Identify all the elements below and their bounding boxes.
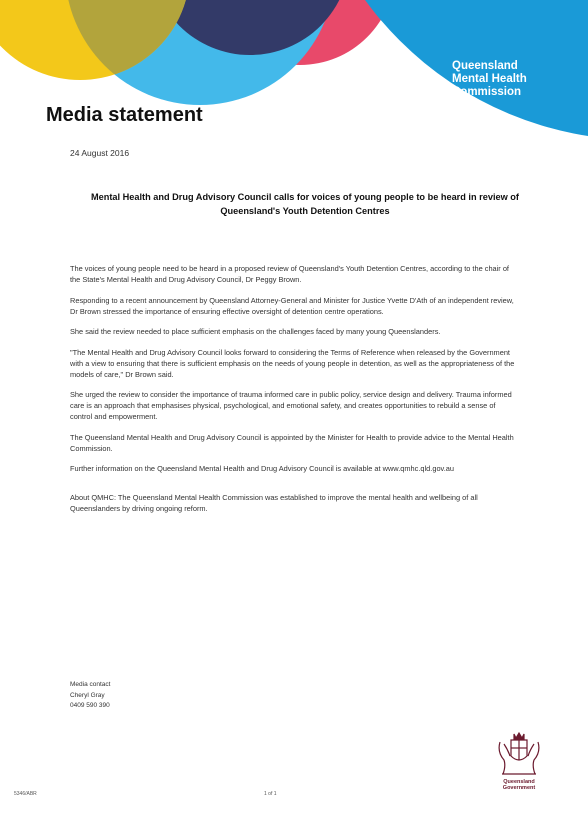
paragraph: The voices of young people need to be heard in a proposed review of Queensland's Youth Detention Centres, according to the chair of the State's Mental Health and Drug Advisory Council, Dr Peggy Brown. — [70, 264, 509, 284]
about-paragraph: About QMHC: The Queensland Mental Health Commission was established to improve the mental health and wellbeing of all Queenslanders by driving ongoing reform. — [70, 493, 478, 513]
paragraph: She said the review needed to place sufficient emphasis on the challenges faced by many young Queenslanders. — [70, 327, 441, 336]
paragraph: Responding to a recent announcement by Queensland Attorney-General and Minister for Justice Yvette D'Ath of an independent review, Dr Brown stressed the importance of ensuring effective oversight of detention centre operations. — [70, 295, 514, 316]
headline: Mental Health and Drug Advisory Council calls for voices of young people to be heard in review of Queensland's Youth Detention Centres — [91, 192, 519, 216]
page-title: Media statement — [46, 104, 203, 126]
paragraph: Further information on the Queensland Mental Health and Drug Advisory Council is available at www.qmhc.qld.gov.au — [70, 464, 454, 473]
gov-line2: Government — [502, 785, 536, 791]
contact-name: Cheryl Gray — [70, 691, 105, 699]
queensland-crest-icon — [494, 730, 544, 780]
contact-label: Media contact — [70, 681, 111, 688]
paragraph: "The Mental Health and Drug Advisory Council looks forward to considering the Terms of Reference when released by the Government with a view to ensuring that there is sufficient emphasis on the needs of young people in detention, as well as the appropriateness of the models of care," Dr Brown said. — [70, 347, 515, 379]
org-name-line3: Commission — [452, 86, 522, 98]
government-logo-text — [494, 779, 544, 791]
paragraph: The Queensland Mental Health and Drug Advisory Council is appointed by the Minister for Health to provide advice to the Mental Health Commission. — [70, 432, 514, 453]
page-number: 1 of 1 — [264, 791, 277, 797]
gov-line1: Queensland — [503, 779, 535, 785]
document-reference: 5346/ABR — [14, 791, 37, 797]
statement-date: 24 August 2016 — [70, 148, 130, 158]
org-name-line2: Mental Health — [452, 73, 527, 85]
paragraph: She urged the review to consider the importance of trauma informed care in public policy, service design and delivery. Trauma informed care is an approach that emphasises physical, psychological, and emotional safety, and creates opportunities to rebuild a sense of control and empowerment. — [70, 390, 512, 421]
org-name-line1: Queensland — [452, 60, 518, 72]
contact-phone: 0409 590 390 — [70, 702, 110, 709]
org-logo-text — [452, 60, 582, 99]
media-contact — [70, 680, 110, 712]
statement-body — [70, 263, 515, 524]
